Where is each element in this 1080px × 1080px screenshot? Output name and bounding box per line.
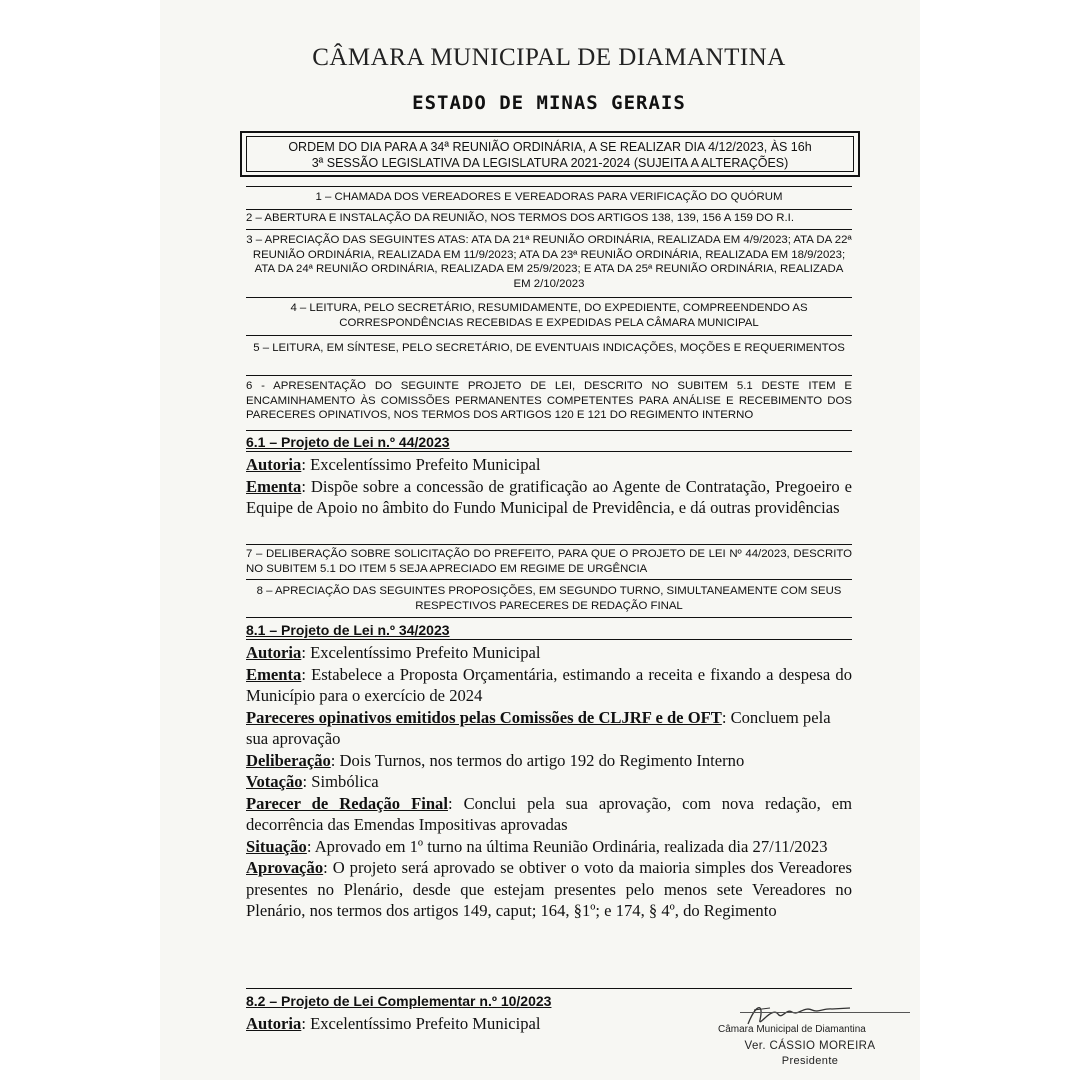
project-8-1-heading: 8.1 – Projeto de Lei n.º 34/2023 bbox=[246, 621, 852, 640]
project-8-1-pareceres: Pareceres opinativos emitidos pelas Comissões de CLJRF e de OFT: Concluem pela sua aprovação bbox=[246, 707, 831, 748]
document-title: CÂMARA MUNICIPAL DE DIAMANTINA bbox=[312, 44, 786, 71]
agenda-item-1: 1 – CHAMADA DOS VEREADORES E VEREADORAS PARA VERIFICAÇÃO DO QUÓRUM bbox=[246, 186, 852, 210]
project-8-1-aprovacao: Aprovação: O projeto será aprovado se obtiver o voto da maioria simples dos Vereadores presentes no Plenário, desde que estejam presentes pelo menos sete Vereadores no Plenário, nos termos dos artigos 149, caput; 164, §1º; e 174, § 4º, do Regimento bbox=[246, 858, 852, 920]
agenda-header-line-1: ORDEM DO DIA PARA A 34ª REUNIÃO ORDINÁRIA, A SE REALIZAR DIA 4/12/2023, ÀS 16h bbox=[288, 140, 812, 154]
signature-org: Câmara Municipal de Diamantina bbox=[718, 1024, 866, 1035]
project-6-1-autoria: Autoria: Excelentíssimo Prefeito Municipal bbox=[246, 455, 541, 474]
document-subtitle: ESTADO DE MINAS GERAIS bbox=[412, 92, 686, 114]
project-8-1-deliberacao: Deliberação: Dois Turnos, nos termos do artigo 192 do Regimento Interno bbox=[246, 750, 745, 770]
agenda-item-2: 2 – ABERTURA E INSTALAÇÃO DA REUNIÃO, NOS TERMOS DOS ARTIGOS 138, 139, 156 A 159 DO R.I. bbox=[246, 210, 852, 230]
agenda-item-3: 3 – APRECIAÇÃO DAS SEGUINTES ATAS: ATA DA 21ª REUNIÃO ORDINÁRIA, REALIZADA EM 4/9/2023; ATA DA 22ª REUNIÃO ORDINÁRIA, REALIZADA EM 11/9/2023; ATA DA 23ª REUNIÃO ORDINÁRIA, REALIZADA EM 18/9/2023; ATA DA 24ª REUNIÃO ORDINÁRIA, REALIZADA EM 25/9/2023; E ATA DA 25ª REUNIÃO ORDINÁRIA, REALIZADA EM 2/10/2023 bbox=[246, 230, 852, 298]
project-8-2-heading: 8.2 – Projeto de Lei Complementar n.º 10/2023 bbox=[246, 993, 552, 1009]
agenda-item-4: 4 – LEITURA, PELO SECRETÁRIO, RESUMIDAMENTE, DO EXPEDIENTE, COMPREENDENDO AS CORRESPONDÊNCIAS RECEBIDAS E EXPEDIDAS PELA CÂMARA MUNICIPAL bbox=[246, 298, 852, 336]
agenda-header-box bbox=[240, 131, 860, 177]
project-8-1-situacao: Situação: Aprovado em 1º turno na última Reunião Ordinária, realizada dia 27/11/2023 bbox=[246, 836, 828, 856]
project-6-1-ementa: Ementa: Dispõe sobre a concessão de gratificação ao Agente de Contratação, Pregoeiro e Equipe de Apoio no âmbito do Fundo Municipal de Previdência, e dá outras providências bbox=[246, 476, 852, 517]
section-divider bbox=[246, 988, 852, 989]
project-8-1-autoria: Autoria: Excelentíssimo Prefeito Municipal bbox=[246, 643, 541, 662]
signature-name: Ver. CÁSSIO MOREIRA bbox=[744, 1040, 876, 1052]
project-6-1-details bbox=[246, 454, 852, 519]
project-8-2-autoria: Autoria: Excelentíssimo Prefeito Municipal bbox=[246, 1014, 541, 1033]
project-8-1-ementa: Ementa: Estabelece a Proposta Orçamentária, estimando a receita e fixando a despesa do Município para o exercício de 2024 bbox=[246, 664, 852, 705]
agenda-item-8: 8 – APRECIAÇÃO DAS SEGUINTES PROPOSIÇÕES, EM SEGUNDO TURNO, SIMULTANEAMENTE COM SEUS RESPECTIVOS PARECERES DE REDAÇÃO FINAL bbox=[246, 582, 852, 618]
agenda-item-7: 7 – DELIBERAÇÃO SOBRE SOLICITAÇÃO DO PREFEITO, PARA QUE O PROJETO DE LEI Nº 44/2023, DESCRITO NO SUBITEM 5.1 DO ITEM 5 SEJA APRECIADO EM REGIME DE URGÊNCIA bbox=[246, 544, 852, 580]
agenda-item-5: 5 – LEITURA, EM SÍNTESE, PELO SECRETÁRIO, DE EVENTUAIS INDICAÇÕES, MOÇÕES E REQUERIMENTOS bbox=[246, 336, 852, 376]
project-8-2-details bbox=[246, 1013, 706, 1035]
project-6-1-heading: 6.1 – Projeto de Lei n.º 44/2023 bbox=[246, 433, 852, 452]
signature-role: Presidente bbox=[781, 1055, 839, 1067]
project-8-1-votacao: Votação: Simbólica bbox=[246, 772, 379, 791]
signature-line bbox=[740, 1012, 910, 1013]
agenda-header-line-2: 3ª SESSÃO LEGISLATIVA DA LEGISLATURA 2021-2024 (SUJEITA A ALTERAÇÕES) bbox=[311, 156, 789, 170]
project-8-1-details bbox=[246, 642, 852, 922]
project-8-1-redacao-final: Parecer de Redação Final: Conclui pela sua aprovação, com nova redação, em decorrência das Emendas Impositivas aprovadas bbox=[246, 793, 852, 834]
agenda-item-6: 6 - APRESENTAÇÃO DO SEGUINTE PROJETO DE LEI, DESCRITO NO SUBITEM 5.1 DESTE ITEM E ENCAMINHAMENTO ÀS COMISSÕES PERMANENTES COMPETENTES PARA ANÁLISE E RECEBIMENTO DOS PARECERES OPINATIVOS, NOS TERMOS DOS ARTIGOS 120 E 121 DO REGIMENTO INTERNO bbox=[246, 376, 852, 431]
